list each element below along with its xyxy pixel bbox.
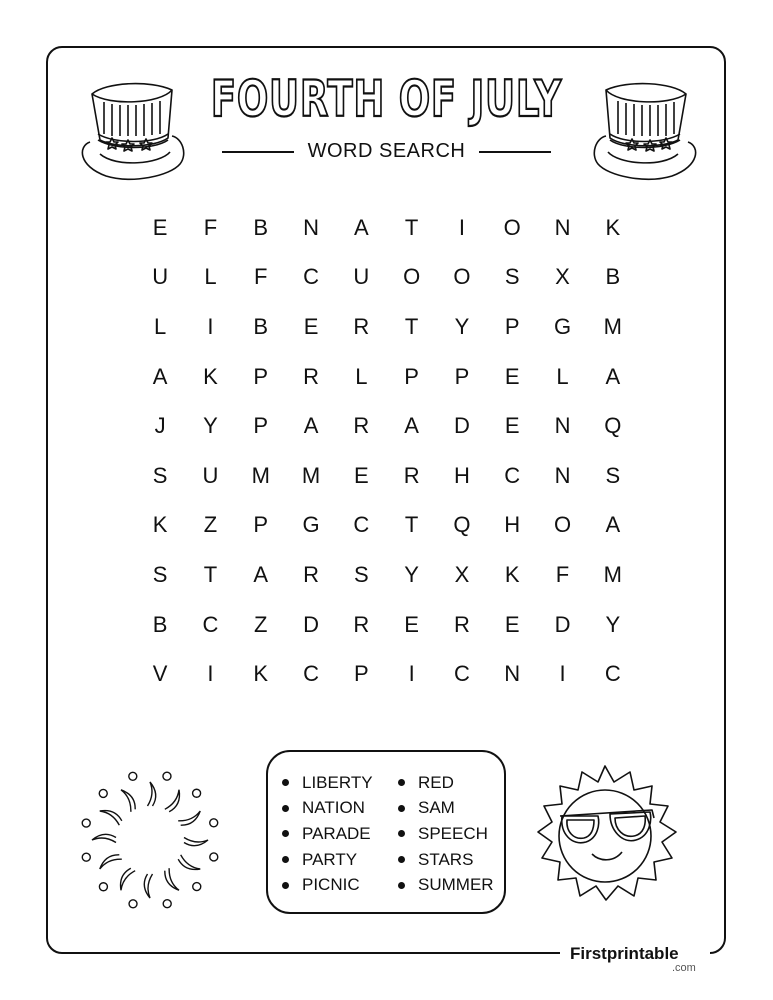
grid-letter: I (458, 214, 465, 240)
bullet-icon (282, 805, 289, 812)
word-list-column-2 (398, 770, 494, 898)
grid-letter: R (303, 363, 319, 389)
grid-letter: K (605, 214, 621, 240)
grid-letter: C (303, 661, 319, 687)
grid-letter: B (605, 264, 621, 290)
grid-letter: U (152, 264, 169, 290)
grid-letter: R (303, 561, 319, 587)
subtitle-divider-right (479, 151, 551, 153)
grid-letter: A (605, 512, 621, 538)
grid-letter: F (555, 561, 570, 587)
subtitle-divider-left (222, 151, 294, 153)
grid-letter: V (152, 661, 168, 687)
word-label: PARTY (302, 849, 358, 869)
grid-letter: Y (454, 313, 470, 339)
grid-letter: R (353, 413, 370, 439)
grid-letter: L (204, 264, 217, 290)
grid-letter: G (302, 512, 320, 538)
word-list-item (282, 821, 373, 847)
word-list-box (266, 750, 506, 914)
grid-letter: C (202, 611, 219, 637)
grid-row (135, 401, 638, 451)
bullet-icon (282, 830, 289, 837)
grid-letter: I (408, 661, 415, 687)
grid-letter: E (353, 462, 369, 488)
word-list-item (282, 796, 373, 822)
grid-letter: P (504, 313, 520, 339)
grid-row (135, 501, 638, 551)
grid-letter: L (154, 313, 167, 339)
word-label: SAM (418, 798, 455, 818)
grid-letter: F (203, 214, 218, 240)
grid-letter: C (604, 661, 621, 687)
grid-letter: X (454, 561, 470, 587)
word-label: RED (418, 772, 454, 792)
grid-letter: N (554, 462, 571, 488)
word-list-item (282, 770, 373, 796)
grid-letter: C (353, 512, 370, 538)
grid-letter: Z (254, 611, 268, 637)
grid-row (135, 302, 638, 352)
word-list-item (398, 872, 494, 898)
grid-letter: D (554, 611, 571, 637)
grid-letter: E (303, 313, 319, 339)
word-label: PARADE (302, 823, 371, 843)
grid-letter: N (554, 413, 571, 439)
grid-letter: O (553, 512, 572, 538)
grid-letter: X (555, 264, 570, 290)
grid-letter: R (353, 611, 370, 637)
grid-letter: G (553, 313, 572, 339)
word-list-item (398, 847, 494, 873)
word-list-item (398, 821, 494, 847)
word-list-item (282, 847, 373, 873)
grid-row (135, 600, 638, 650)
grid-letter: U (202, 462, 219, 488)
grid-letter: J (154, 413, 166, 439)
grid-letter: C (504, 462, 521, 488)
grid-letter: M (603, 313, 622, 339)
grid-letter: A (605, 363, 621, 389)
bullet-icon (282, 856, 289, 863)
bullet-icon (282, 882, 289, 889)
grid-row (135, 253, 638, 303)
grid-row (135, 649, 638, 699)
grid-letter: N (303, 214, 319, 240)
grid-letter: P (353, 661, 369, 687)
grid-letter: E (504, 413, 520, 439)
bullet-icon (398, 882, 405, 889)
grid-letter: M (251, 462, 270, 488)
grid-letter: U (353, 264, 370, 290)
grid-letter: E (504, 611, 520, 637)
grid-letter: H (504, 512, 521, 538)
grid-letter: K (253, 661, 269, 687)
grid-letter: Y (203, 413, 218, 439)
grid-letter: I (207, 661, 214, 687)
grid-letter: B (253, 214, 269, 240)
grid-letter: Q (604, 413, 622, 439)
grid-letter: E (404, 611, 419, 637)
grid-letter: C (453, 661, 470, 687)
grid-letter: S (504, 264, 520, 290)
grid-letter: P (404, 363, 419, 389)
grid-letter: F (254, 264, 268, 290)
grid-letter: S (152, 462, 168, 488)
grid-letter: D (453, 413, 470, 439)
grid-letter: B (152, 611, 168, 637)
word-label: SPEECH (418, 823, 488, 843)
grid-letter: K (203, 363, 218, 389)
page-title: FOURTH OF JULY (210, 70, 562, 128)
word-label: STARS (418, 849, 474, 869)
bullet-icon (398, 856, 405, 863)
word-label: LIBERTY (302, 772, 373, 792)
grid-letter: Q (453, 512, 471, 538)
grid-letter: T (203, 561, 218, 587)
grid-letter: Z (203, 512, 218, 538)
grid-letter: L (355, 363, 368, 389)
bullet-icon (398, 779, 405, 786)
grid-letter: N (554, 214, 571, 240)
grid-letter: K (504, 561, 520, 587)
grid-letter: H (453, 462, 470, 488)
page-subtitle: WORD SEARCH (307, 140, 466, 162)
word-label: PICNIC (302, 875, 360, 895)
grid-letter: Y (404, 561, 419, 587)
bullet-icon (398, 830, 405, 837)
grid-letter: R (403, 462, 420, 488)
grid-row (135, 451, 638, 501)
grid-letter: Y (605, 611, 621, 637)
grid-letter: I (207, 313, 214, 339)
grid-letter: R (453, 611, 470, 637)
grid-letter: C (303, 264, 319, 290)
grid-letter: I (559, 661, 566, 687)
grid-letter: A (404, 413, 419, 439)
grid-letter: P (253, 363, 269, 389)
grid-letter: T (404, 512, 419, 538)
grid-row (135, 550, 638, 600)
word-list-item (398, 770, 494, 796)
grid-row (135, 203, 638, 253)
grid-letter: P (454, 363, 470, 389)
word-list-column-1 (282, 770, 373, 898)
grid-letter: A (253, 561, 269, 587)
grid-letter: O (453, 264, 471, 290)
firework-burst-icon (70, 760, 230, 920)
grid-letter: N (504, 661, 521, 687)
grid-letter: A (303, 413, 319, 439)
word-label: SUMMER (418, 875, 494, 895)
grid-letter: M (301, 462, 321, 488)
grid-letter: K (152, 512, 168, 538)
bullet-icon (398, 805, 405, 812)
grid-letter: A (152, 363, 168, 389)
grid-letter: M (603, 561, 622, 587)
grid-letter: O (503, 214, 521, 240)
grid-letter: B (253, 313, 269, 339)
grid-letter: P (253, 512, 269, 538)
brand-suffix: .com (672, 962, 696, 974)
grid-letter: P (253, 413, 269, 439)
subtitle-row (0, 140, 773, 163)
grid-letter: E (504, 363, 520, 389)
grid-letter: T (404, 313, 419, 339)
grid-letter: R (353, 313, 370, 339)
grid-letter: E (152, 214, 168, 240)
grid-letter: T (404, 214, 419, 240)
word-list-item (398, 796, 494, 822)
grid-letter: A (353, 214, 369, 240)
grid-letter: D (303, 611, 319, 637)
word-label: NATION (302, 798, 365, 818)
word-list-item (282, 872, 373, 898)
bullet-icon (282, 779, 289, 786)
grid-row (135, 352, 638, 402)
grid-letter: S (152, 561, 168, 587)
grid-letter: O (403, 264, 421, 290)
grid-letter: L (556, 363, 569, 389)
grid-letter: S (353, 561, 369, 587)
grid-letter: S (605, 462, 621, 488)
letter-grid (135, 203, 638, 699)
brand-logo: Firstprintable (570, 944, 679, 963)
sun-with-sunglasses-icon (530, 758, 680, 908)
